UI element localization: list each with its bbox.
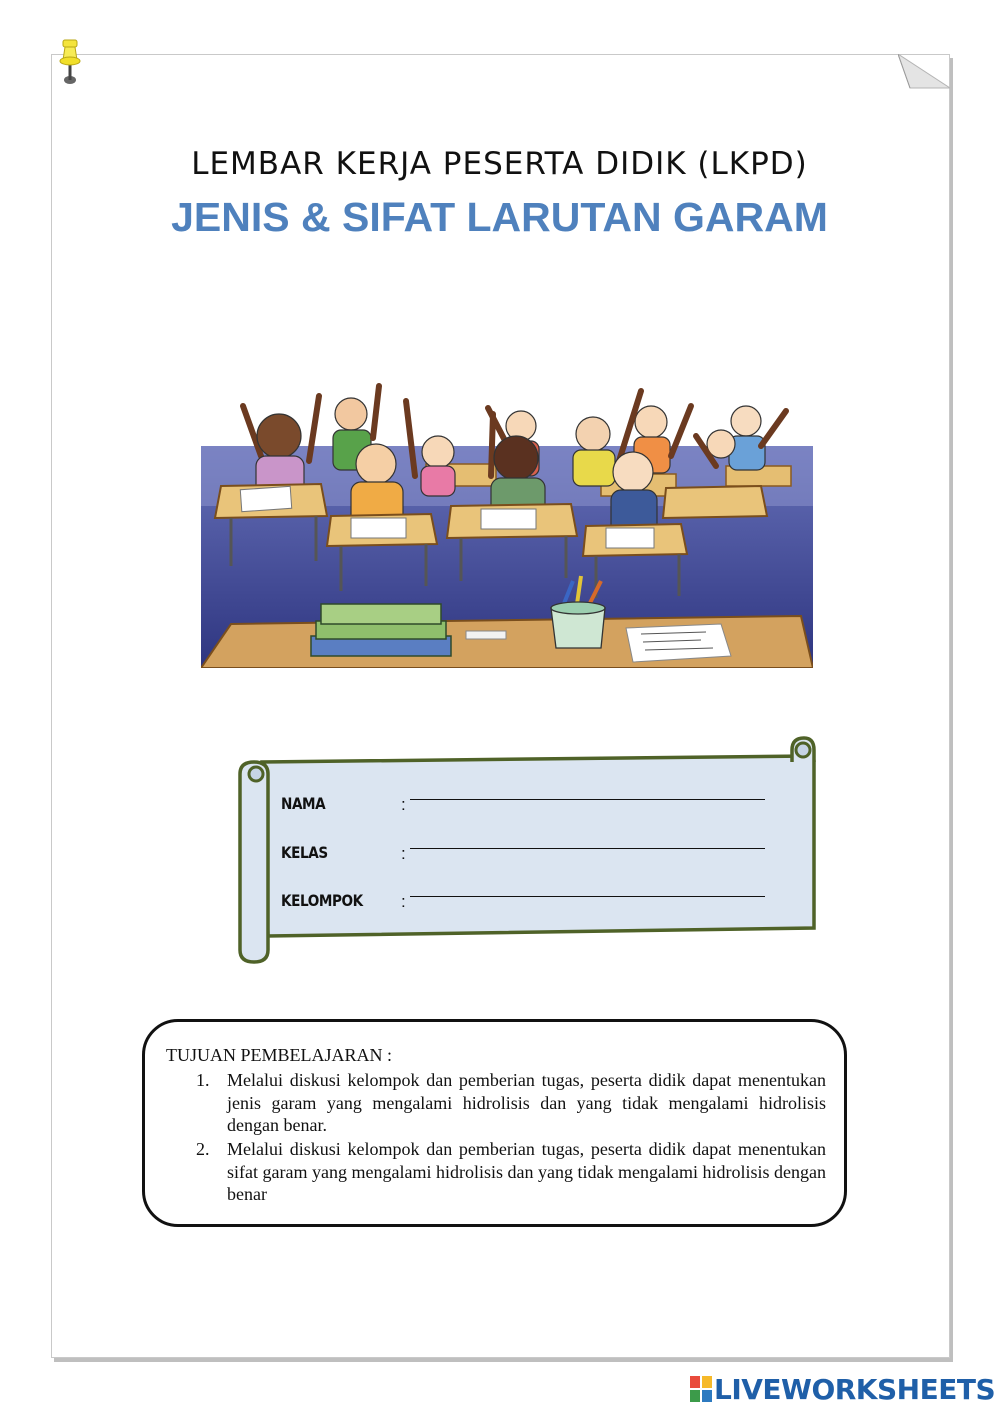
pushpin-icon xyxy=(57,38,83,86)
brand-name: LIVEWORKSHEETS xyxy=(714,1372,996,1406)
liveworksheets-logo-icon xyxy=(690,1376,712,1402)
nama-input-line[interactable] xyxy=(410,799,765,800)
kelompok-input-line[interactable] xyxy=(410,896,765,897)
list-item-text: Melalui diskusi kelompok dan pemberian tugas, peserta didik dapat menentukan sifat garam yang mengalami hidrolisis dan yang tidak mengalami hidrolisis dengan benar xyxy=(227,1139,826,1204)
field-label-nama: NAMA xyxy=(281,794,326,813)
list-item xyxy=(196,1138,826,1206)
liveworksheets-brand[interactable] xyxy=(690,1371,995,1407)
classroom-illustration xyxy=(201,366,813,668)
field-separator: : xyxy=(401,844,406,863)
field-separator: : xyxy=(401,892,406,911)
worksheet-title: LEMBAR KERJA PESERTA DIDIK (LKPD) xyxy=(191,146,808,182)
list-item-number: 1. xyxy=(196,1070,210,1090)
list-item xyxy=(196,1069,826,1137)
page-curl-icon xyxy=(898,54,950,90)
field-label-kelompok: KELOMPOK xyxy=(281,891,363,910)
field-separator: : xyxy=(401,795,406,814)
learning-goals-heading: TUJUAN PEMBELAJARAN : xyxy=(166,1045,393,1065)
worksheet-subtitle: JENIS & SIFAT LARUTAN GARAM xyxy=(171,194,828,240)
kelas-input-line[interactable] xyxy=(410,848,765,849)
field-label-kelas: KELAS xyxy=(281,843,328,862)
list-item-text: Melalui diskusi kelompok dan pemberian tugas, peserta didik dapat menentukan jenis garam yang mengalami hidrolisis dan yang tidak mengalami hidrolisis dengan benar. xyxy=(227,1070,826,1135)
list-item-number: 2. xyxy=(196,1139,210,1159)
